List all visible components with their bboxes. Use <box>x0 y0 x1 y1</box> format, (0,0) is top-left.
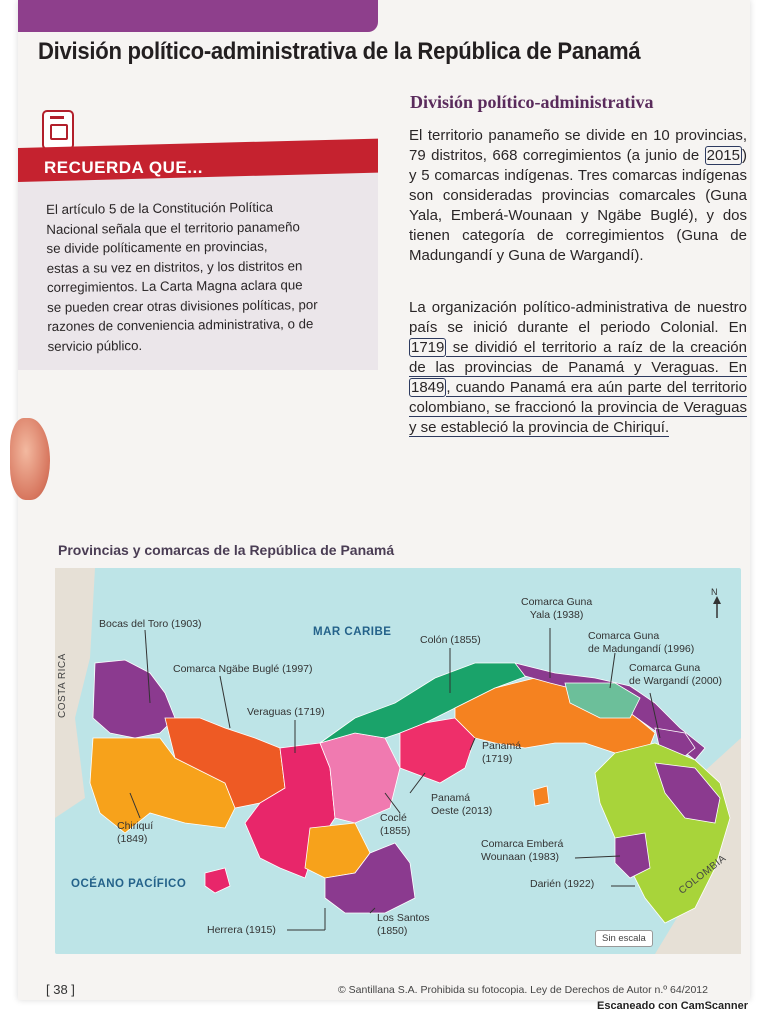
recuerda-title: RECUERDA QUE... <box>44 158 203 177</box>
region-bocas-del-toro <box>93 660 175 738</box>
label-colon: Colón (1855) <box>420 634 481 646</box>
year-2015-circled: 2015 <box>706 147 740 164</box>
recuerda-line: corregimientos. La Carta Magna aclara que <box>46 277 303 295</box>
label-chiriqui: Chiriquí (1849) <box>117 820 154 845</box>
label-veraguas: Veraguas (1719) <box>247 706 325 718</box>
p2-text-a: La organización político-administrativa de nuestro país se inició durante el periodo Colonial. En <box>409 299 747 336</box>
year-1719-circled: 1719 <box>411 339 445 356</box>
country-label-costa-rica: COSTA RICA <box>57 653 68 718</box>
recuerda-line: se divide políticamente en provincias, <box>46 238 268 256</box>
recuerda-line: servicio público. <box>47 337 143 354</box>
page-title: División político-administrativa de la República de Panamá <box>38 38 641 65</box>
label-ngabe-bugle: Comarca Ngäbe Buglé (1997) <box>173 663 313 675</box>
paragraph-2 <box>409 298 747 438</box>
top-tab <box>18 0 378 32</box>
label-herrera: Herrera (1915) <box>207 924 276 936</box>
copyright-notice: © Santillana S.A. Prohibida su fotocopia. Ley de Derechos de Autor n.º 64/2012 <box>338 984 708 996</box>
label-panama-oeste: Panamá Oeste (2013) <box>431 792 493 817</box>
scanner-watermark: Escaneado con CamScanner <box>596 1000 748 1012</box>
recuerda-line: El artículo 5 de la Constitución Política <box>46 199 274 217</box>
label-cocle: Coclé (1855) <box>380 812 411 837</box>
country-label-colombia: COLOMBIA <box>677 853 729 897</box>
label-madungandi: Comarca Guna de Madungandí (1996) <box>588 630 695 655</box>
p2-text-b-underlined: se dividió el territorio a raíz de la creación de las provincias de Panamá y Veraguas. En <box>409 339 747 376</box>
recuerda-text <box>46 197 368 356</box>
recuerda-line: se pueden crear otras divisiones políticas, por <box>47 296 318 315</box>
label-los-santos: Los Santos (1850) <box>377 912 430 937</box>
label-guna-yala: Comarca Guna Yala (1938) <box>521 596 593 621</box>
p2-text-c-underlined: , cuando Panamá era aún parte del territorio colombiano, se fraccionó la provincia de Veraguas y se estableció la provincia de Chiriquí. <box>409 379 747 436</box>
paragraph-1 <box>409 126 747 266</box>
label-darien: Darién (1922) <box>530 878 595 890</box>
sd-card-icon <box>42 110 74 150</box>
scale-note: Sin escala <box>595 930 653 947</box>
label-wargandi: Comarca Guna de Wargandí (2000) <box>629 662 722 687</box>
label-embera-wounaan: Comarca Emberá Wounaan (1983) <box>481 838 564 863</box>
map-caption: Provincias y comarcas de la República de Panamá <box>58 542 395 558</box>
page-number: [ 38 ] <box>46 982 75 997</box>
recuerda-line: estas a su vez en distritos, y los distritos en <box>46 257 303 276</box>
p1-text-b: ) y 5 comarcas indígenas. Tres comarcas indígenas son consideradas provincias comarcales (Guna Yala, Emberá-Wounaan y Ngäbe Buglé), y dos tienen categoría de corregimientos (Guna de Madungandí y Guna de Wargandí). <box>409 147 747 264</box>
year-1849-circled: 1849 <box>411 379 445 396</box>
p1-text-a: El territorio panameño se divide en 10 provincias, 79 distritos, 668 corregimientos (a junio de <box>409 127 747 164</box>
sea-label-pacifico: OCÉANO PACÍFICO <box>71 878 187 890</box>
sea-label-caribe: MAR CARIBE <box>313 626 392 638</box>
section-title: División político-administrativa <box>410 92 654 112</box>
panama-map <box>55 568 741 954</box>
recuerda-line: Nacional señala que el territorio panameño <box>46 218 300 237</box>
label-panama: Panamá (1719) <box>482 740 522 765</box>
region-coiba-island <box>205 868 230 893</box>
thumb-photo-artifact <box>10 418 50 500</box>
north-label: N <box>711 587 718 597</box>
north-arrow-icon <box>713 596 721 618</box>
recuerda-line: razones de conveniencia administrativa, o de <box>47 316 314 334</box>
region-pearl-islands <box>533 786 549 806</box>
label-bocas-del-toro: Bocas del Toro (1903) <box>99 618 202 630</box>
